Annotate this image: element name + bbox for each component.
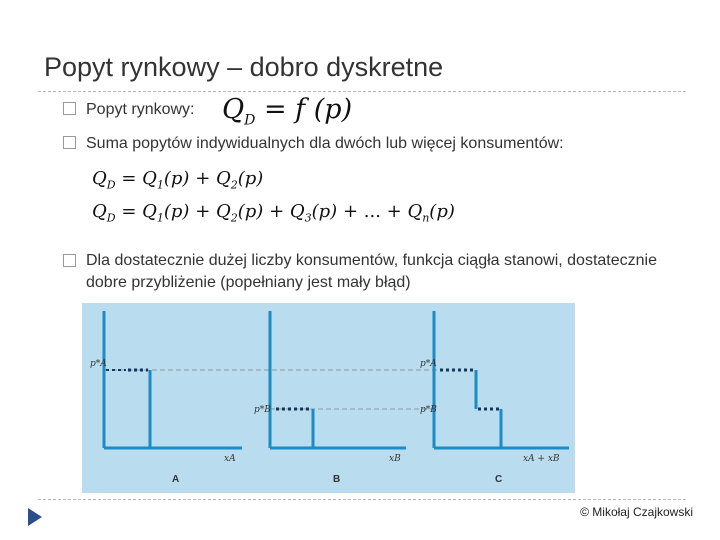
slide-nav-arrow-icon[interactable] [28,508,42,526]
bullet-sum-individual [63,133,564,155]
formula-n-consumers: $Q_D = Q_1(p) + Q_2(p) + Q_3(p)$ + ... + $Q_n(p)$ [92,201,455,225]
bullet-box-icon [63,102,76,115]
title-divider [38,91,686,92]
figure-background [82,303,575,493]
panel-a-label: A [172,474,180,485]
panel-c-x-label: xA + xB [523,454,560,464]
bullet-market-demand [63,99,194,121]
copyright-text: © Mikołaj Czajkowski [580,505,693,519]
market-demand-formula: $Q_D = f$ (p) [222,94,353,129]
panel-c-price-a-label: p*A [420,359,437,369]
demand-step-figure [82,303,575,493]
panel-b-label: B [333,474,341,485]
bullet-box-icon [63,254,76,267]
panel-c-price-b-label: p*B [420,405,437,415]
formula-two-consumers: $Q_D = Q_1(p) + Q_2(p)$ [92,168,264,192]
bullet-box-icon [63,136,76,149]
panel-b-price-label: p*B [254,405,271,415]
slide-title: Popyt rynkowy – dobro dyskretne [44,52,444,82]
bullet-text: Suma popytów indywidualnych dla dwóch lub więcej konsumentów: [86,135,564,152]
panel-b-x-label: xB [389,454,401,464]
panel-c-label: C [495,474,503,485]
panel-a-price-label: p*A [90,359,107,369]
footer-divider [38,499,686,500]
bullet-text: Popyt rynkowy: [86,101,195,118]
bullet-continuous-approximation: Dla dostatecznie dużej liczby konsumentów, funkcja ciągła stanowi, dostatecznie dobre przybliżenie (popełniany jest mały błąd) [86,252,657,291]
panel-a-x-label: xA [224,454,236,464]
